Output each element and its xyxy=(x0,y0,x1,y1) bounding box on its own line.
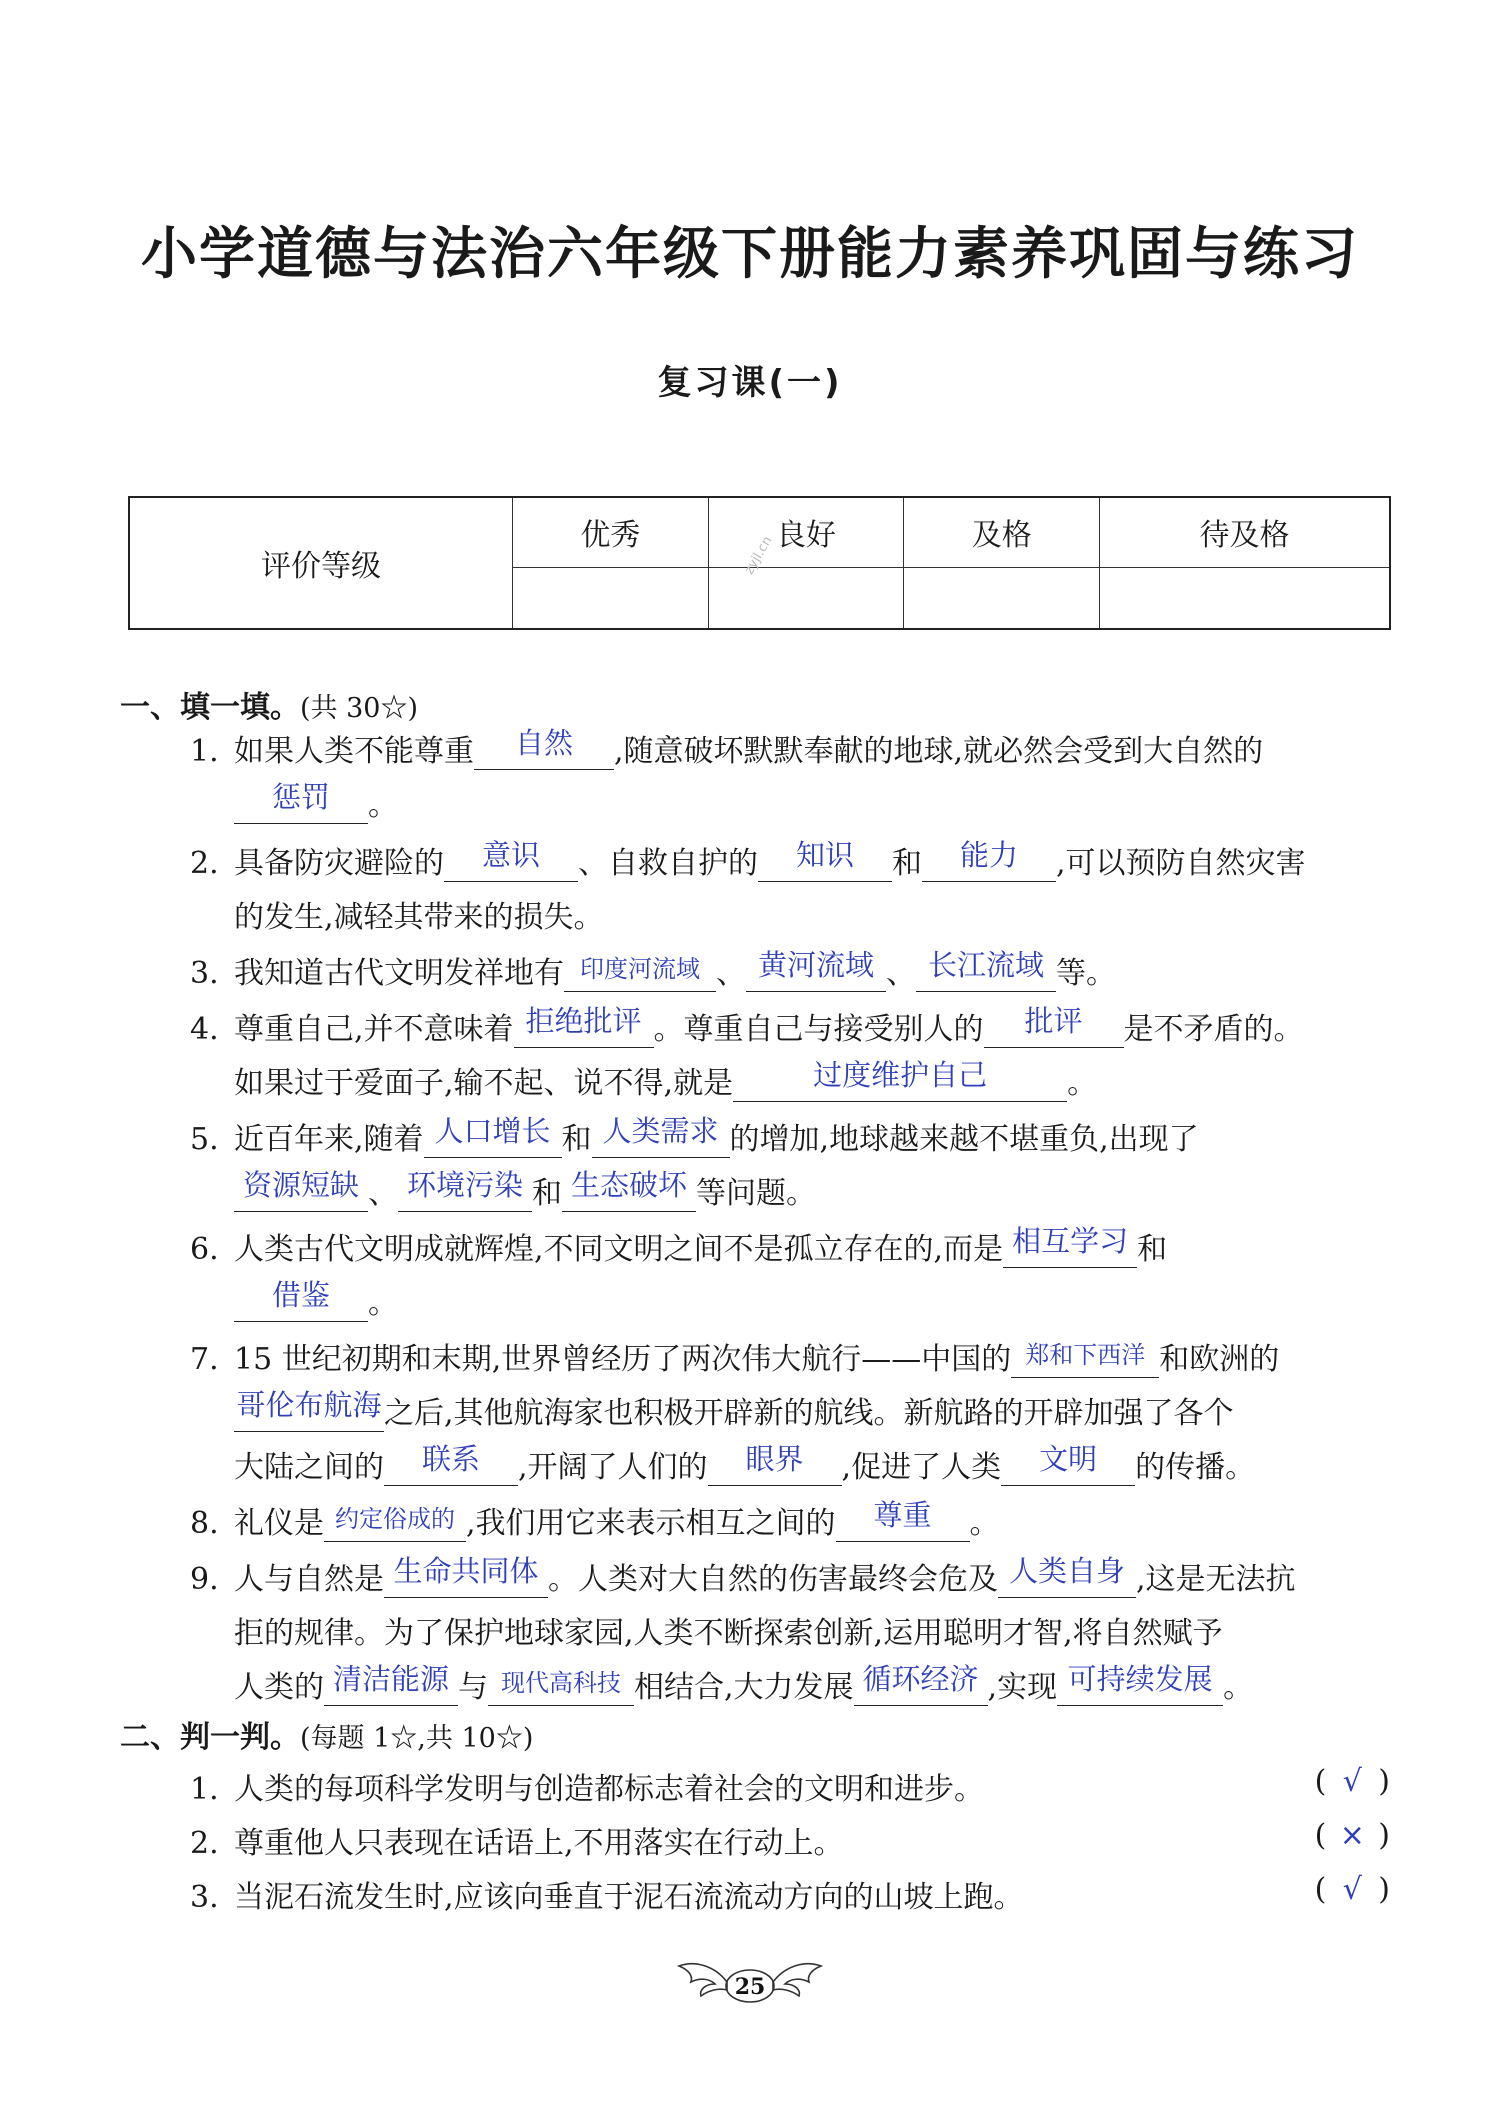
section-1-heading: 一、填一填。(共 30☆) xyxy=(120,690,419,725)
section-2-heading: 二、判一判。(每题 1☆,共 10☆) xyxy=(120,1720,534,1755)
q7-line3: 大陆之间的 联系 ,开阔了人们的 眼界 ,促进了人类 文明 的传播。 xyxy=(234,1442,1255,1486)
q6-answer-1: 相互学习 xyxy=(1012,1224,1129,1258)
q2-line2: 的发生,减轻其带来的损失。 xyxy=(234,900,604,935)
q5-answer-2: 人类需求 xyxy=(602,1114,719,1148)
judge-answer-1: ( √ ) xyxy=(1314,1764,1390,1799)
q9-answer-1: 生命共同体 xyxy=(393,1554,539,1588)
q1-line1: 1. 如果人类不能尊重 自然 ,随意破坏默默奉献的地球,就必然会受到大自然的 xyxy=(190,726,1263,770)
q1-answer-2: 惩罚 xyxy=(271,780,330,814)
q7-answer-2: 哥伦布航海 xyxy=(236,1388,382,1422)
eval-cell-good[interactable] xyxy=(708,567,904,629)
q7-answer-3: 联系 xyxy=(421,1442,480,1476)
q4-answer-2: 批评 xyxy=(1024,1004,1083,1038)
q7-line1: 7. 15 世纪初期和末期,世界曾经历了两次伟大航行——中国的 郑和下西洋 和欧洲的 xyxy=(190,1334,1279,1378)
q5-line1: 5. 近百年来,随着 人口增长 和 人类需求 的增加,地球越来越不堪重负,出现了 xyxy=(190,1114,1199,1158)
page-number-badge xyxy=(0,1948,1500,2008)
q9-answer-3: 清洁能源 xyxy=(332,1662,449,1696)
judge-item-1: 1. 人类的每项科学发明与创造都标志着社会的文明和进步。 xyxy=(190,1772,984,1807)
q7-answer-1: 郑和下西洋 xyxy=(1025,1341,1146,1369)
eval-level-excellent: 优秀 xyxy=(513,497,709,567)
q8-line1: 8. 礼仪是 约定俗成的 ,我们用它来表示相互之间的 尊重 。 xyxy=(190,1498,1000,1542)
page-number: 25 xyxy=(734,1974,766,2000)
wings-ornament-icon xyxy=(675,1948,825,2008)
q3-line1: 3. 我知道古代文明发祥地有 印度河流域 、 黄河流域 、 长江流域 等。 xyxy=(190,948,1116,992)
eval-cell-pass[interactable] xyxy=(904,567,1100,629)
q9-answer-6: 可持续发展 xyxy=(1067,1662,1213,1696)
q9-answer-2: 人类自身 xyxy=(1008,1554,1125,1588)
q5-answer-5: 生态破坏 xyxy=(570,1168,687,1202)
q4-line1: 4. 尊重自己,并不意味着 拒绝批评 。尊重自己与接受别人的 批评 是不矛盾的。 xyxy=(190,1004,1304,1048)
q4-line2: 如果过于爱面子,输不起、说不得,就是 过度维护自己 。 xyxy=(234,1058,1097,1102)
watermark: zyjl.cn xyxy=(741,533,776,578)
q5-answer-4: 环境污染 xyxy=(406,1168,523,1202)
q5-line2: 资源短缺 、 环境污染 和 生态破坏 等问题。 xyxy=(234,1168,816,1212)
eval-level-fail: 待及格 xyxy=(1100,497,1390,567)
q6-line1: 6. 人类古代文明成就辉煌,不同文明之间不是孤立存在的,而是 相互学习 和 xyxy=(190,1224,1167,1268)
eval-row-label: 评价等级 xyxy=(129,497,513,629)
q7-answer-4: 眼界 xyxy=(745,1442,804,1476)
q7-line2: 哥伦布航海 之后,其他航海家也积极开辟新的航线。新航路的开辟加强了各个 xyxy=(234,1388,1234,1432)
q6-line2: 借鉴 。 xyxy=(234,1278,398,1322)
q3-answer-1: 印度河流域 xyxy=(580,955,700,983)
q9-answer-5: 循环经济 xyxy=(862,1662,979,1696)
q6-answer-2: 借鉴 xyxy=(271,1278,330,1312)
q7-answer-5: 文明 xyxy=(1039,1442,1098,1476)
q5-answer-1: 人口增长 xyxy=(434,1114,551,1148)
q3-answer-2: 黄河流域 xyxy=(757,948,874,982)
q9-line3: 人类的 清洁能源 与 现代高科技 相结合,大力发展 循环经济 ,实现 可持续发展 。 xyxy=(234,1662,1253,1706)
q2-answer-3: 能力 xyxy=(959,838,1018,872)
q8-answer-2: 尊重 xyxy=(873,1498,932,1532)
q2-line1: 2. 具备防灾避险的 意识 、自救自护的 知识 和 能力 ,可以预防自然灾害 xyxy=(190,838,1306,882)
q4-answer-3: 过度维护自己 xyxy=(813,1058,988,1092)
q2-answer-2: 知识 xyxy=(795,838,854,872)
eval-cell-excellent[interactable] xyxy=(513,567,709,629)
eval-cell-fail[interactable] xyxy=(1100,567,1390,629)
q9-line1: 9. 人与自然是 生命共同体 。人类对大自然的伤害最终会危及 人类自身 ,这是无法抗 xyxy=(190,1554,1296,1598)
q9-line2: 拒的规律。为了保护地球家园,人类不断探索创新,运用聪明才智,将自然赋予 xyxy=(234,1616,1223,1651)
judge-answer-3: ( √ ) xyxy=(1314,1872,1390,1907)
q2-answer-1: 意识 xyxy=(481,838,540,872)
eval-level-good: 良好 xyxy=(708,497,904,567)
q9-answer-4: 现代高科技 xyxy=(501,1669,621,1697)
q3-answer-3: 长江流域 xyxy=(927,948,1044,982)
q1-line2: 惩罚 。 xyxy=(234,780,398,824)
q4-answer-1: 拒绝批评 xyxy=(525,1004,642,1038)
q8-answer-1: 约定俗成的 xyxy=(335,1505,455,1533)
lesson-subtitle: 复习课(一) xyxy=(657,363,843,403)
eval-level-pass: 及格 xyxy=(904,497,1100,567)
judge-answer-2: ( × ) xyxy=(1314,1818,1390,1853)
q5-answer-3: 资源短缺 xyxy=(242,1168,359,1202)
q1-answer-1: 自然 xyxy=(514,726,573,760)
judge-item-3: 3. 当泥石流发生时,应该向垂直于泥石流流动方向的山坡上跑。 xyxy=(190,1880,1024,1915)
page-title: 小学道德与法治六年级下册能力素养巩固与练习 xyxy=(141,222,1359,287)
judge-item-2: 2. 尊重他人只表现在话语上,不用落实在行动上。 xyxy=(190,1826,844,1861)
